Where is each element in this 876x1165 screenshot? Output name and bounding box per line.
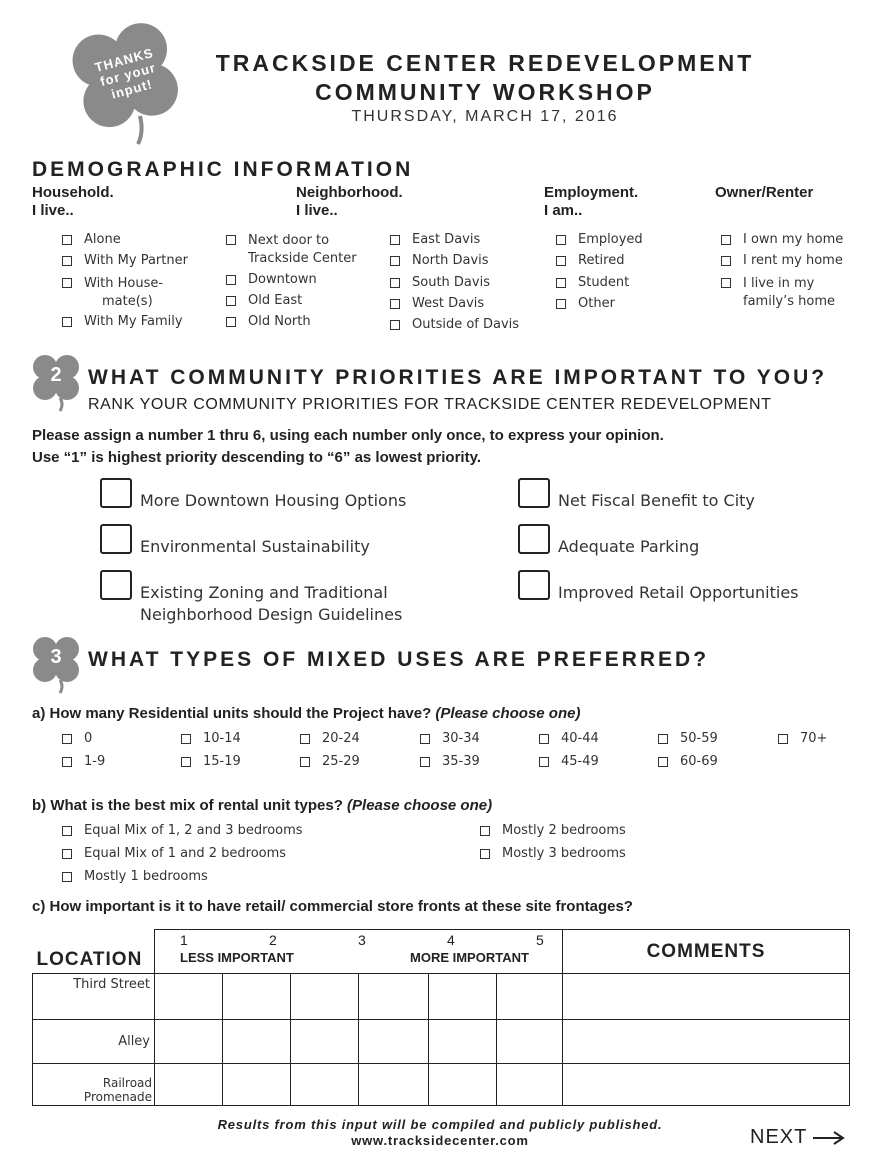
comment-cell[interactable] [563,974,850,1020]
checkbox[interactable] [62,757,72,767]
units-60-69[interactable]: 60-69 [658,754,718,769]
page-title-line1: TRACKSIDE CENTER REDEVELOPMENT [215,50,755,76]
rank-box-fiscal[interactable] [518,478,550,508]
checkbox[interactable] [539,734,549,744]
rank-box-zoning[interactable] [100,570,132,600]
checkbox[interactable] [556,256,566,266]
mix-equal-123[interactable]: Equal Mix of 1, 2 and 3 bedrooms [62,823,303,838]
rank-box-parking[interactable] [518,524,550,554]
rating-cell[interactable] [155,974,223,1020]
checkbox[interactable] [721,256,731,266]
checkbox[interactable] [539,757,549,767]
units-45-49[interactable]: 45-49 [539,754,599,769]
neighborhood-label: Neighborhood. I live.. [296,184,403,219]
employment-label: Employment. I am.. [544,184,639,219]
option-north-davis[interactable]: North Davis [390,253,489,268]
rating-cell[interactable] [497,1020,563,1064]
checkbox[interactable] [390,256,400,266]
checkbox[interactable] [62,734,72,744]
checkbox[interactable] [62,872,72,882]
comment-cell[interactable] [563,1020,850,1064]
option-with-partner[interactable]: With My Partner [62,253,188,268]
checkbox[interactable] [62,256,72,266]
footer-note: Results from this input will be compiled and publicly published. [217,1117,663,1132]
checkbox[interactable] [721,278,731,288]
row-label: Railroad Promenade [33,1064,155,1106]
option-east-davis[interactable]: East Davis [390,232,480,247]
checkbox[interactable] [62,849,72,859]
footer-url[interactable]: www.tracksidecenter.com [351,1133,529,1148]
scale-2: 2 [269,932,277,948]
checkbox[interactable] [420,734,430,744]
option-retired[interactable]: Retired [556,253,624,268]
option-rent-home[interactable]: I rent my home [721,253,843,268]
checkbox[interactable] [658,734,668,744]
checkbox[interactable] [62,278,72,288]
checkbox[interactable] [420,757,430,767]
badge-text: THANKS for your input! [93,44,158,102]
units-10-14[interactable]: 10-14 [181,731,241,746]
rating-cell[interactable] [223,1020,291,1064]
row-label: Third Street [33,974,155,1020]
option-old-north[interactable]: Old North [226,314,311,329]
checkbox[interactable] [62,826,72,836]
checkbox[interactable] [556,278,566,288]
priority-housing: More Downtown Housing Options [140,491,407,510]
section-2-number: 2 [50,364,62,386]
mix-mostly-1[interactable]: Mostly 1 bedrooms [62,869,208,884]
rating-cell[interactable] [155,1064,223,1106]
checkbox[interactable] [300,757,310,767]
checkbox[interactable] [226,296,236,306]
priority-zoning: Existing Zoning and Traditional Neighborhood Design Guidelines [140,583,403,624]
checkbox[interactable] [480,826,490,836]
priority-retail: Improved Retail Opportunities [558,583,799,602]
table-row [33,1020,850,1064]
comment-cell[interactable] [563,1064,850,1106]
checkbox[interactable] [721,235,731,245]
rating-cell[interactable] [223,1064,291,1106]
rating-cell[interactable] [497,1064,563,1106]
event-date: THURSDAY, MARCH 17, 2016 [351,108,619,125]
rating-cell[interactable] [497,974,563,1020]
option-own-home[interactable]: I own my home [721,232,843,247]
mix-equal-12[interactable]: Equal Mix of 1 and 2 bedrooms [62,846,286,861]
less-important-label: LESS IMPORTANT [180,950,294,965]
option-family-home[interactable]: I live in my family’s home [721,275,835,311]
checkbox[interactable] [658,757,668,767]
rank-box-retail[interactable] [518,570,550,600]
checkbox[interactable] [480,849,490,859]
row-label: Alley [33,1020,155,1064]
option-outside-davis[interactable]: Outside of Davis [390,317,519,332]
priority-environment: Environmental Sustainability [140,537,370,556]
frontage-importance-table [32,929,850,1106]
checkbox[interactable] [226,317,236,327]
section-3-number: 3 [50,646,62,668]
scale-5: 5 [536,932,544,948]
units-0[interactable]: 0 [62,731,92,746]
units-70-plus[interactable]: 70+ [778,731,827,746]
section-2-instructions: Please assign a number 1 thru 6, using each number only once, to express your opinion. Use “1” is highest priority descending to “6” as lowest priority. [32,427,664,466]
scale-4: 4 [447,932,455,948]
rating-cell[interactable] [155,1020,223,1064]
importance-scale-header [155,930,563,974]
rank-box-environment[interactable] [100,524,132,554]
priority-fiscal: Net Fiscal Benefit to City [558,491,755,510]
units-25-29[interactable]: 25-29 [300,754,360,769]
option-downtown[interactable]: Downtown [226,272,317,287]
rank-box-housing[interactable] [100,478,132,508]
checkbox[interactable] [778,734,788,744]
rating-cell[interactable] [223,974,291,1020]
checkbox[interactable] [300,734,310,744]
rating-cell[interactable] [429,1064,497,1106]
owner-renter-label: Owner/Renter [715,184,814,201]
rating-cell[interactable] [429,974,497,1020]
section-2-clover-icon [30,352,82,412]
checkbox[interactable] [181,757,191,767]
arrow-right-icon [813,1130,845,1146]
option-with-family[interactable]: With My Family [62,314,183,329]
rating-cell[interactable] [359,1020,429,1064]
option-next-door[interactable]: Next door to Trackside Center [226,232,357,268]
household-label: Household. I live.. [32,184,114,219]
option-alone[interactable]: Alone [62,232,121,247]
rating-cell[interactable] [291,1020,359,1064]
checkbox[interactable] [390,235,400,245]
demographic-heading: DEMOGRAPHIC INFORMATION [32,158,414,181]
option-student[interactable]: Student [556,275,629,290]
section-2-heading: WHAT COMMUNITY PRIORITIES ARE IMPORTANT TO YOU? [88,366,828,389]
units-1-9[interactable]: 1-9 [62,754,105,769]
units-15-19[interactable]: 15-19 [181,754,241,769]
checkbox[interactable] [390,320,400,330]
checkbox[interactable] [181,734,191,744]
scale-1: 1 [180,932,188,948]
option-old-east[interactable]: Old East [226,293,302,308]
option-employed[interactable]: Employed [556,232,643,247]
question-c: c) How important is it to have retail/ commercial store fronts at these site frontages? [32,898,633,915]
checkbox[interactable] [390,278,400,288]
mix-mostly-3[interactable]: Mostly 3 bedrooms [480,846,626,861]
scale-3: 3 [358,932,366,948]
next-button[interactable]: NEXT [750,1126,845,1149]
rating-cell[interactable] [291,974,359,1020]
question-b: b) What is the best mix of rental unit types? (Please choose one) [32,797,493,814]
rating-cell[interactable] [359,974,429,1020]
rating-cell[interactable] [429,1020,497,1064]
units-20-24[interactable]: 20-24 [300,731,360,746]
mix-mostly-2[interactable]: Mostly 2 bedrooms [480,823,626,838]
thanks-badge [62,16,190,146]
table-row [33,974,850,1020]
question-a: a) How many Residential units should the Project have? (Please choose one) [32,705,581,722]
units-40-44[interactable]: 40-44 [539,731,599,746]
rating-cell[interactable] [359,1064,429,1106]
rating-cell[interactable] [291,1064,359,1106]
option-south-davis[interactable]: South Davis [390,275,490,290]
page-title-line2: COMMUNITY WORKSHOP [315,79,655,105]
checkbox[interactable] [556,299,566,309]
option-west-davis[interactable]: West Davis [390,296,484,311]
checkbox[interactable] [226,235,236,245]
checkbox[interactable] [556,235,566,245]
option-other[interactable]: Other [556,296,615,311]
checkbox[interactable] [390,299,400,309]
checkbox[interactable] [62,317,72,327]
table-row [33,1064,850,1106]
option-with-housemates[interactable]: With House- mate(s) [62,275,163,311]
location-header: LOCATION [33,930,155,974]
units-35-39[interactable]: 35-39 [420,754,480,769]
units-30-34[interactable]: 30-34 [420,731,480,746]
units-50-59[interactable]: 50-59 [658,731,718,746]
priority-parking: Adequate Parking [558,537,700,556]
checkbox[interactable] [62,235,72,245]
more-important-label: MORE IMPORTANT [410,950,529,965]
section-3-clover-icon [30,634,82,694]
checkbox[interactable] [226,275,236,285]
comments-header: COMMENTS [563,930,850,974]
section-3-heading: WHAT TYPES OF MIXED USES ARE PREFERRED? [88,648,710,671]
section-2-subheading: RANK YOUR COMMUNITY PRIORITIES FOR TRACKSIDE CENTER REDEVELOPMENT [88,396,772,413]
